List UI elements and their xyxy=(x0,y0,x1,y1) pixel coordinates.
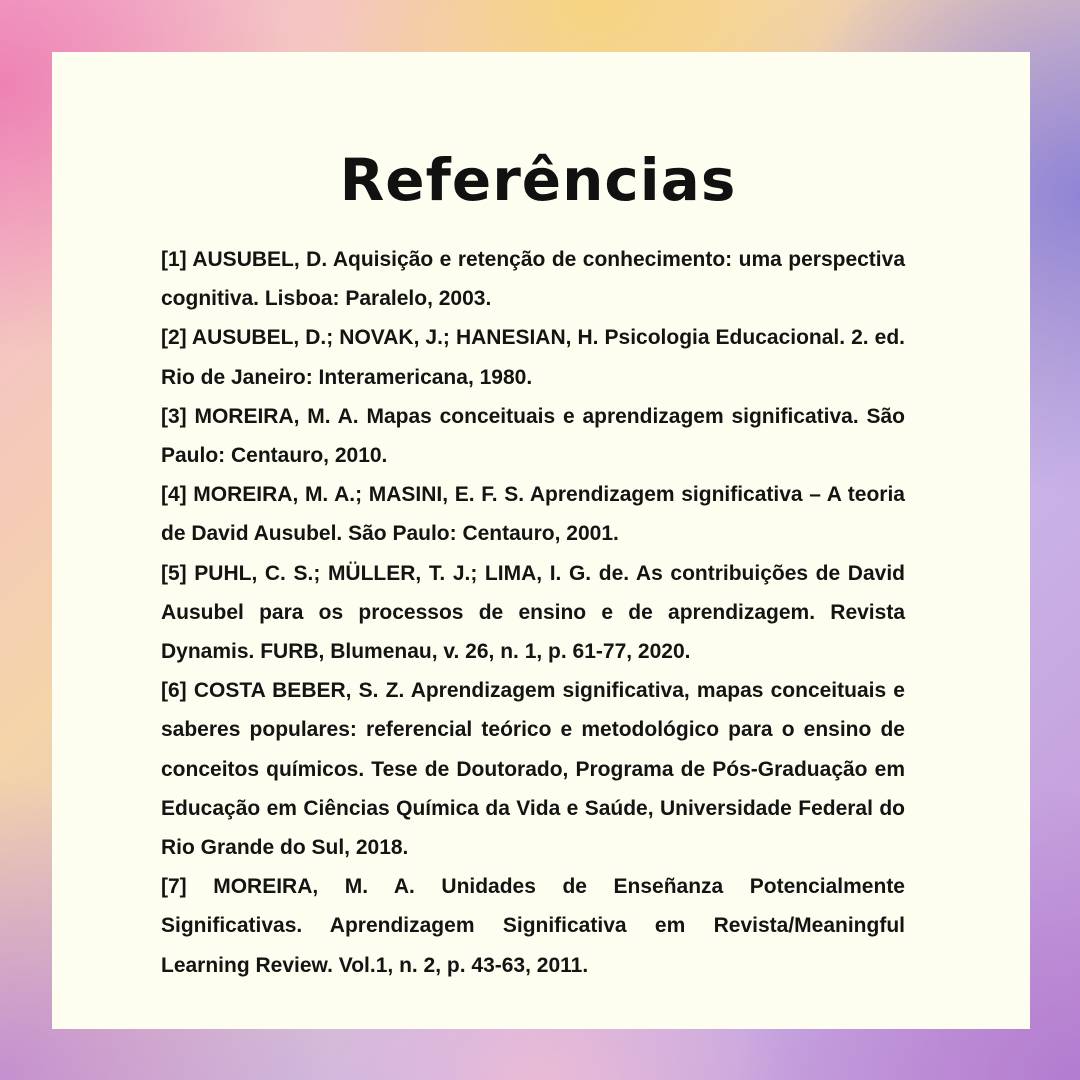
reference-list xyxy=(161,240,905,985)
reference-item: [4] MOREIRA, M. A.; MASINI, E. F. S. Aprendizagem significativa – A teoria de David Ausubel. São Paulo: Centauro, 2001. xyxy=(161,483,905,546)
reference-item: [1] AUSUBEL, D. Aquisição e retenção de conhecimento: uma perspectiva cognitiva. Lisboa: Paralelo, 2003. xyxy=(161,248,905,311)
reference-item: [2] AUSUBEL, D.; NOVAK, J.; HANESIAN, H. Psicologia Educacional. 2. ed. Rio de Janeiro: Interamericana, 1980. xyxy=(161,326,905,389)
reference-item: [6] COSTA BEBER, S. Z. Aprendizagem significativa, mapas conceituais e saberes populares: referencial teórico e metodológico para o ensino de conceitos químicos. Tese de Doutorado, Programa de Pós-Graduação em Educação em Ciências Química da Vida e Saúde, Universidade Federal do Rio Grande do Sul, 2018. xyxy=(161,679,905,860)
page-title: Referências xyxy=(339,146,737,214)
content-card xyxy=(52,52,1030,1029)
reference-item: [3] MOREIRA, M. A. Mapas conceituais e aprendizagem significativa. São Paulo: Centauro, 2010. xyxy=(161,404,905,468)
reference-item: [5] PUHL, C. S.; MÜLLER, T. J.; LIMA, I. G. de. As contribuições de David Ausubel para os processos de ensino e de aprendizagem. Revista Dynamis. FURB, Blumenau, v. 26, n. 1, p. 61-77, 2020. xyxy=(161,561,905,664)
reference-item: [7] MOREIRA, M. A. Unidades de Enseñanza Potencialmente Significativas. Aprendizagem Significativa em Revista/Meaningful Learning Review. Vol.1, n. 2, p. 43-63, 2011. xyxy=(161,875,905,977)
